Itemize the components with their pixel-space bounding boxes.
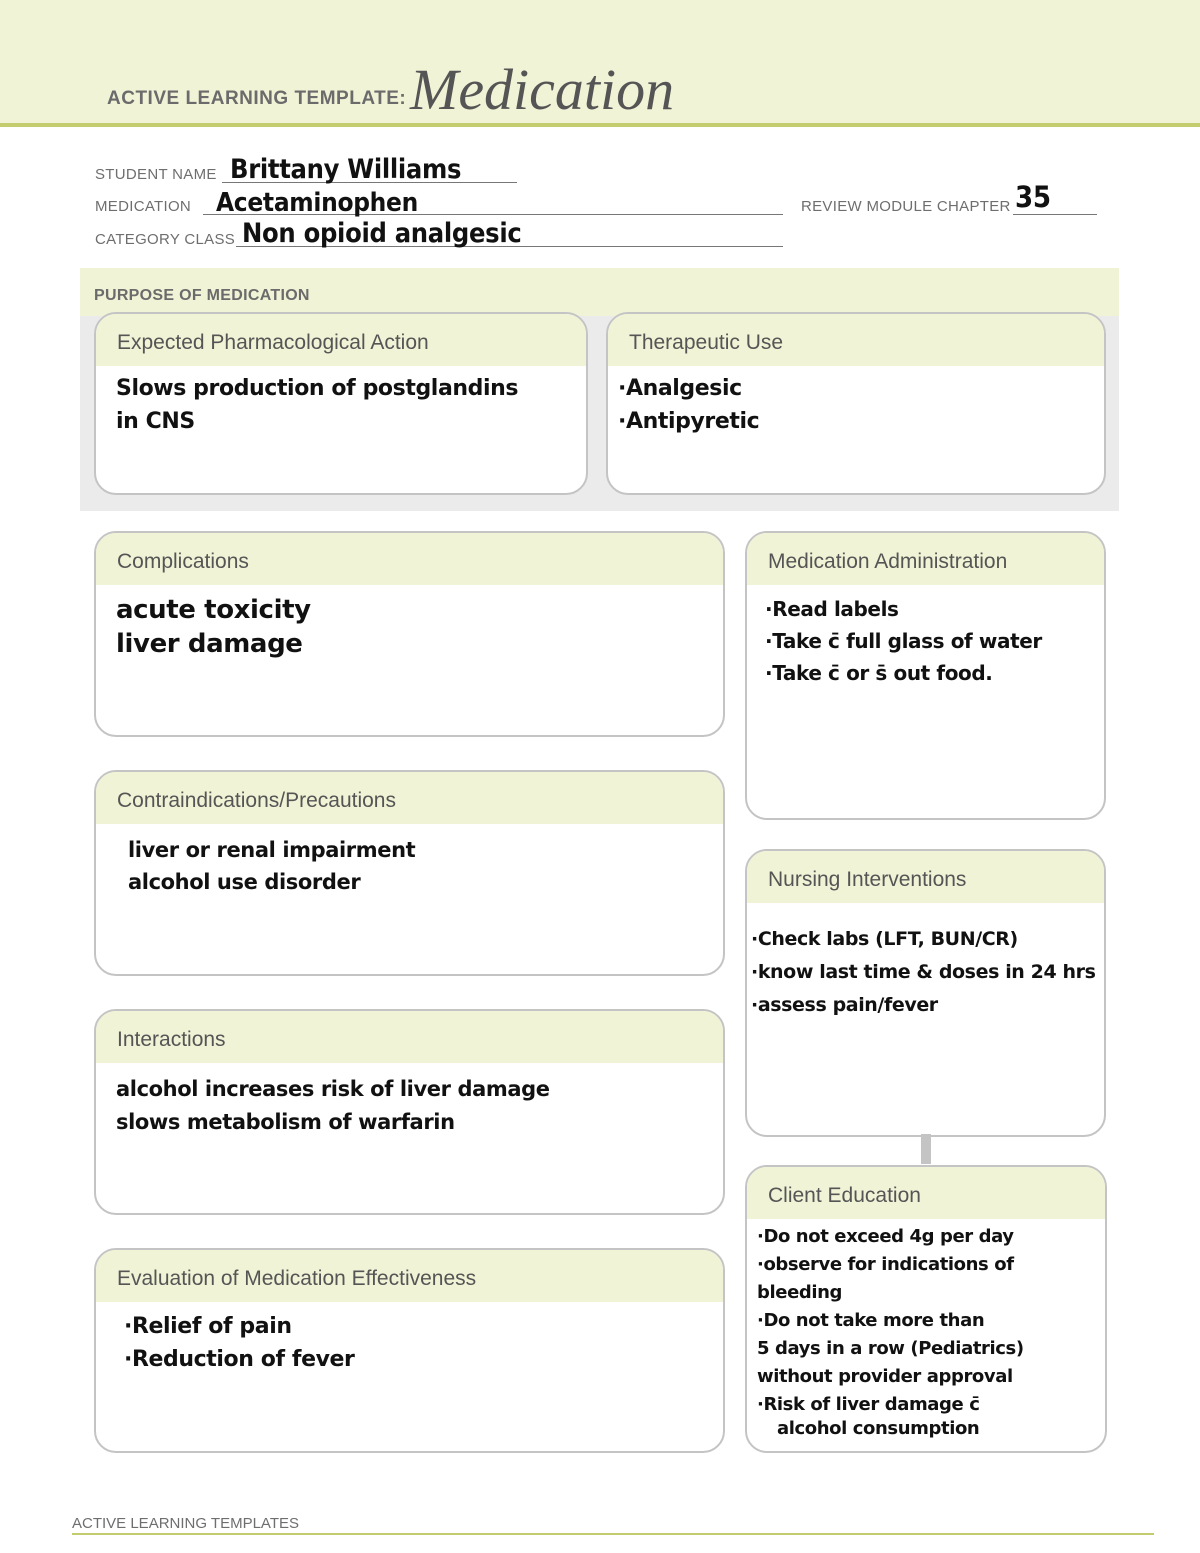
template-label: ACTIVE LEARNING TEMPLATE: [107,88,407,109]
header-divider [0,123,1200,127]
medication-administration-line: ·Take c̄ full glass of water [765,629,1042,653]
client-education-line: without provider approval [757,1366,1013,1387]
therapeutic-use-content [608,366,1104,438]
medication-administration-line: ·Take c̄ or s̄ out food. [765,661,993,685]
nursing-interventions-line: ·assess pain/fever [751,994,938,1016]
complications-box [94,531,725,737]
expected-action-line: in CNS [116,409,195,434]
therapeutic-use-title: Therapeutic Use [608,314,1104,366]
medication-value: Acetaminophen [216,188,418,218]
interactions-line: alcohol increases risk of liver damage [116,1077,550,1101]
category-class-label: CATEGORY CLASS [95,231,236,248]
evaluation-content [96,1302,723,1376]
nursing-interventions-line: ·know last time & doses in 24 hrs [751,961,1096,983]
nursing-interventions-box [745,849,1106,1137]
medication-administration-box [745,531,1106,820]
client-education-line: bleeding [757,1282,843,1303]
expected-action-line: Slows production of postglandins [116,376,519,401]
footer-divider [72,1533,1154,1535]
purpose-section-label: PURPOSE OF MEDICATION [94,287,310,304]
client-education-line: ·Do not exceed 4g per day [757,1226,1014,1247]
complications-line: acute toxicity [116,595,311,625]
nursing-interventions-content [747,903,1104,1022]
medication-administration-title: Medication Administration [747,533,1104,585]
student-name-label: STUDENT NAME [95,166,217,183]
student-name-value: Brittany Williams [230,154,462,185]
medication-label: MEDICATION [95,198,192,215]
nursing-interventions-title: Nursing Interventions [747,851,1104,903]
interactions-title: Interactions [96,1011,723,1063]
evaluation-line: ·Reduction of fever [124,1347,355,1372]
complications-line: liver damage [116,629,303,659]
contraindications-content [96,824,723,898]
medication-administration-line: ·Read labels [765,597,899,621]
category-class-value: Non opioid analgesic [242,218,522,249]
client-education-line: ·observe for indications of [757,1254,1014,1275]
expected-action-box [94,312,588,495]
review-module-value: 35 [1015,180,1051,214]
review-module-label: REVIEW MODULE CHAPTER [801,198,1011,215]
review-module-line [1013,214,1097,215]
expected-action-title: Expected Pharmacological Action [96,314,586,366]
client-education-line: ·Risk of liver damage c̄ [757,1394,980,1415]
client-education-box [745,1165,1107,1453]
contraindications-box [94,770,725,976]
client-education-content [747,1219,1105,1439]
therapeutic-use-line: ·Antipyretic [618,409,760,434]
client-education-line: 5 days in a row (Pediatrics) [757,1338,1024,1359]
interactions-line: slows metabolism of warfarin [116,1110,455,1134]
therapeutic-use-line: ·Analgesic [618,376,742,401]
nursing-interventions-line: ·Check labs (LFT, BUN/CR) [751,928,1018,950]
client-education-title: Client Education [747,1167,1105,1219]
template-title: Medication [410,57,675,122]
evaluation-line: ·Relief of pain [124,1314,292,1339]
contraindications-line: liver or renal impairment [128,838,416,862]
therapeutic-use-box [606,312,1106,495]
contraindications-title: Contraindications/Precautions [96,772,723,824]
client-education-line: ·Do not take more than [757,1310,985,1331]
evaluation-title: Evaluation of Medication Effectiveness [96,1250,723,1302]
interactions-box [94,1009,725,1215]
client-education-line: alcohol consumption [777,1418,980,1439]
medication-administration-content [747,585,1104,689]
evaluation-box [94,1248,725,1453]
expected-action-content [96,366,586,438]
complications-title: Complications [96,533,723,585]
box-connector [921,1134,931,1164]
complications-content [96,585,723,661]
contraindications-line: alcohol use disorder [128,870,361,894]
interactions-content [96,1063,723,1139]
footer-label: ACTIVE LEARNING TEMPLATES [72,1515,299,1532]
